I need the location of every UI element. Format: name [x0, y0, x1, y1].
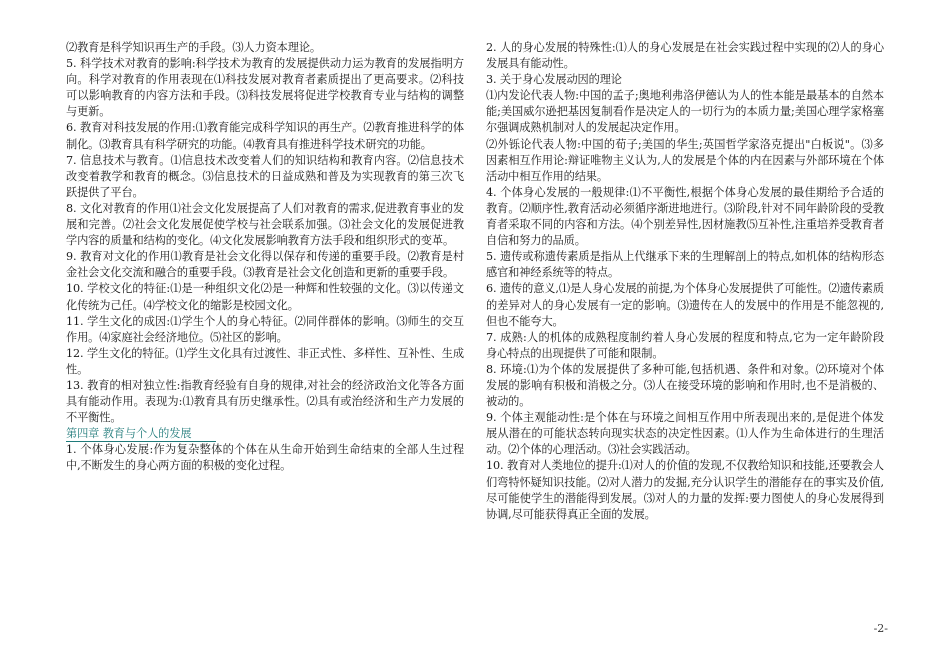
right-paragraph: 3. 关于身心发展动因的理论 — [486, 73, 622, 87]
right-paragraph: 5. 遗传或称遗传素质是指从上代继承下来的生理解剖上的特点,如机体的结构形态感官和神经系统等的特点。 — [486, 250, 884, 280]
right-paragraph: 2. 人的身心发展的特殊性:⑴人的身心发展是在社会实践过程中实现的⑵人的身心发展具有能动性。 — [486, 41, 884, 71]
right-paragraph: 4. 个体身心发展的一般规律:⑴不平衡性,根据个体身心发展的最佳期给予合适的教育。⑵顺序性,教育活动必须循序渐进地进行。⑶阶段,针对不同年龄阶段的受教育者采取不同的内容和方法。⑷个别差异性,因材施教⑸互补性,注重培养受教育者自信和努力的品质。 — [486, 185, 884, 248]
left-paragraph: 1. 个体身心发展:作为复杂整体的个体在从生命开始到生命结束的全部人生过程中,不断发生的身心两方面的积极的变化过程。 — [66, 443, 464, 473]
left-paragraph: 12. 学生文化的特征。⑴学生文化具有过渡性、非正式性、多样性、互补性、生成性。 — [66, 346, 464, 376]
left-paragraph: 11. 学生文化的成因:⑴学生个人的身心特征。⑵同伴群体的影响。⑶师生的交互作用。⑷家庭社会经济地位。⑸社区的影响。 — [66, 314, 464, 344]
left-paragraph: 13. 教育的相对独立性:指教育经验有自身的规律,对社会的经济政治文化等各方面具有能动作用。表现为:⑴教育具有历史继承性。⑵具有或治经济和生产力发展的不平衡性。 — [66, 378, 464, 425]
right-paragraph: 9. 个体主观能动性:是个体在与环境之间相互作用中所表现出来的,是促进个体发展从潜在的可能状态转向现实状态的决定性因素。⑴人作为生命体进行的生理活动。⑵个体的心理活动。⑶社会实践活动。 — [486, 411, 884, 457]
right-paragraph: 10. 教育对人类地位的提升:⑴对人的价值的发现,不仅教给知识和技能,还要教会人们弯特怀疑知识技能。⑵对人潜力的发掘,充分认识学生的潜能存在的事实及价值,尽可能使学生的潜能得到发展。⑶对人的力量的发挥:要力图使人的身心发展得到协调,尽可能获得真正全面的发展。 — [486, 459, 884, 521]
left-paragraph: ⑵教育是科学知识再生产的手段。⑶人力资本理论。 — [66, 41, 322, 54]
left-paragraph: 10. 学校文化的特征:⑴是一种组织文化⑵是一种辉和性较强的文化。⑶以传递文化传统为己任。⑷学校文化的缩影是校园文化。 — [66, 282, 464, 312]
chapter-heading: 第四章 教育与个人的发展 — [66, 427, 192, 441]
left-paragraph: 6. 教育对科技发展的作用:⑴教育能完成科学知识的再生产。⑵教育推进科学的体制化。⑶教育具有科学研究的功能。⑷教育具有推进科学技术研究的功能。 — [66, 121, 464, 151]
right-paragraph: 8. 环境:⑴为个体的发展提供了多种可能,包括机遇、条件和对象。⑵环境对个体发展的影响有积极和消极之分。⑶人在接受环境的影响和作用时,也不是消极的、被动的。 — [486, 362, 884, 409]
right-column — [486, 40, 884, 523]
right-paragraph: 6. 遗传的意义,⑴是人身心发展的前提,为个体身心发展提供了可能性。⑵遗传素质的差异对人的身心发展有一定的影响。⑶遗传在人的发展中的作用是不能忽视的,但也不能夸大。 — [486, 282, 884, 328]
right-paragraph: ⑵外铄论代表人物:中国的荀子;美国的华生;英国哲学家洛克提出"白板说"。⑶多因素相互作用论:辩证唯物主义认为,人的发展是个体的内在因素与外部环境在个体活动中相互作用的结果。 — [486, 137, 884, 183]
right-paragraph: 7. 成熟:人的机体的成熟程度制约着人身心发展的程度和特点,它为一定年龄阶段身心特点的出现提供了可能和限制。 — [486, 330, 884, 360]
left-column — [66, 40, 464, 475]
page-number: -2- — [873, 622, 888, 635]
right-paragraph: ⑴内发论代表人物:中国的孟子;奥地利弗洛伊德认为人的性本能是最基本的自然本能;美国威尔逊把基因复制看作是决定人的一切行为的本质力量;美国心理学家格塞尔强调成熟机制对人的发展起决定作用。 — [486, 89, 884, 135]
left-paragraph: 8. 文化对教育的作用⑴社会文化发展提高了人们对教育的需求,促进教育事业的发展和完善。⑵社会文化发展促使学校与社会联系加强。⑶社会文化的发展促进教学内容的质量和结构的变化。⑷文化发展影响教育方法手段和组织形式的变革。 — [66, 201, 464, 248]
left-paragraph: 5. 科学技术对教育的影响:科学技术为教育的发展提供动力运为教育的发展指明方向。科学对教育的作用表现在⑴科技发展对教育者素质提出了更高要求。⑵科技可以影响教育的内容方法和手段。⑶科技发展将促进学校教育专业与结构的调整与更新。 — [66, 57, 464, 119]
left-paragraph: 9. 教育对文化的作用⑴教育是社会文化得以保存和传递的重要手段。⑵教育是村金社会文化交流和融合的重要手段。⑶教育是社会文化创造和更新的重要手段。 — [66, 250, 464, 280]
left-paragraph: 7. 信息技术与教育。⑴信息技术改变着人们的知识结构和教育内容。⑵信息技术改变着教学和教育的概念。⑶信息技术的日益成熟和普及为实现教育的第三次飞跃提供了平台。 — [66, 153, 464, 199]
